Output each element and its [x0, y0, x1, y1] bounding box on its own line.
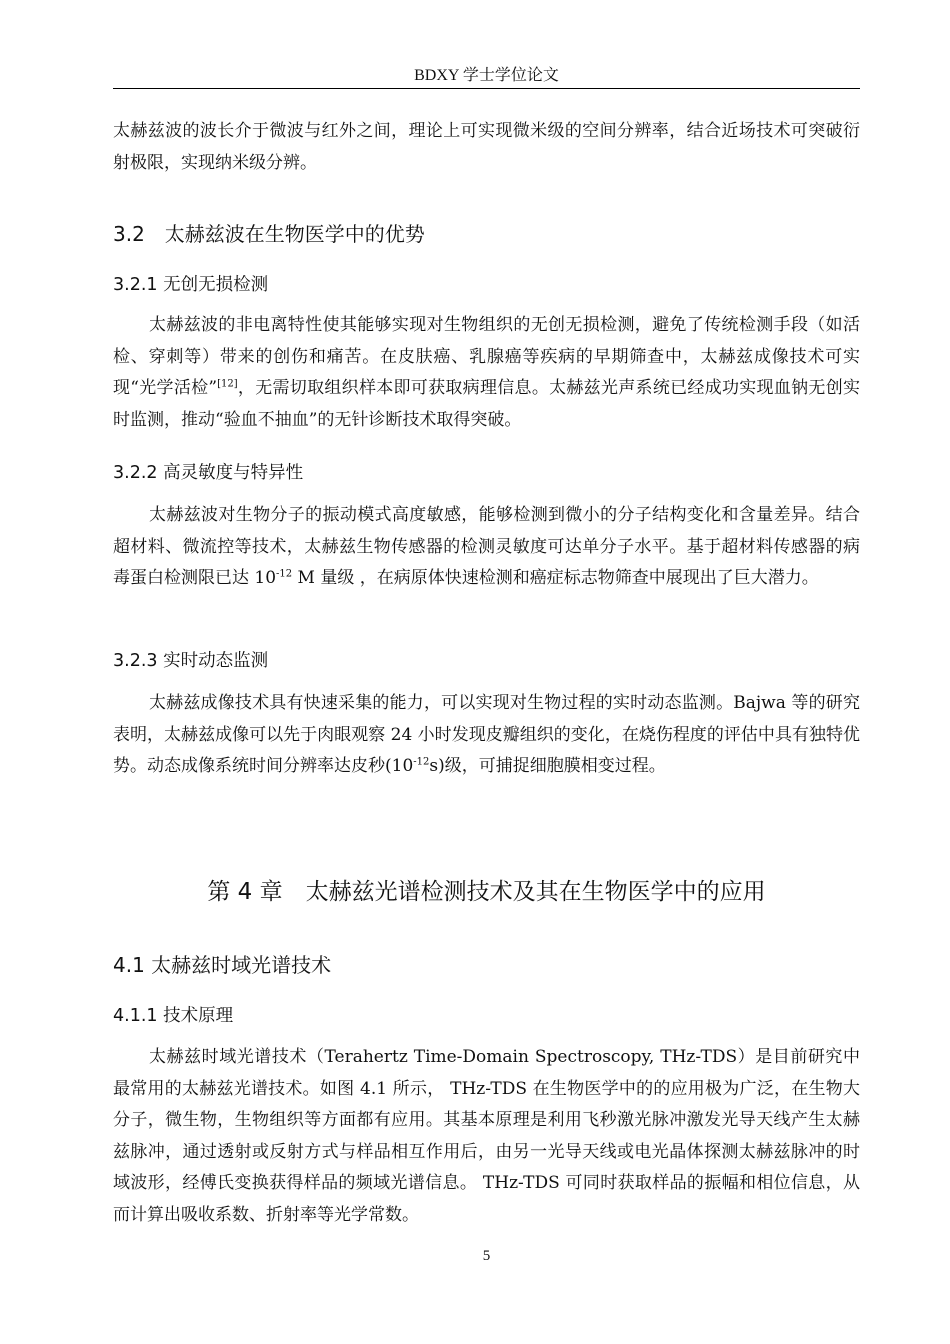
page-number: 5 — [482, 1248, 491, 1264]
section-4-1-1-title: 4.1.1 技术原理 — [113, 1006, 234, 1026]
section-3-2-1-title: 3.2.1 无创无损检测 — [113, 275, 269, 295]
section-3-2-3-title: 3.2.3 实时动态监测 — [113, 651, 269, 671]
section-3-2-3-paragraph — [113, 688, 860, 783]
section-3-2-1-text-a: 太赫兹波的非电离特性使其能够实现对生物组织的无创无损检测，避免了传统检测手段（如活检、穿刺等）带来的创伤和痛苦。在皮肤癌、乳腺癌等疾病的早期筛查中，太赫兹成像技术可实现“光学活检” — [113, 315, 860, 398]
intro-paragraph: 太赫兹波的波长介于微波与红外之间，理论上可实现微米级的空间分辨率，结合近场技术可突破衍射极限，实现纳米级分辨。 — [113, 121, 860, 173]
running-header: BDXY 学士学位论文 — [414, 67, 559, 84]
section-3-2-1-paragraph — [113, 310, 860, 436]
exponent-superscript: -12 — [413, 756, 430, 768]
section-3-2-2-title: 3.2.2 高灵敏度与特异性 — [113, 463, 304, 483]
section-4-1-1-paragraph: 太赫兹时域光谱技术（Terahertz Time-Domain Spectroscopy, THz-TDS）是目前研究中最常用的太赫兹光谱技术。如图 4.1 所示， THz-TDS 在生物医学中的的应用极为广泛，在生物大分子，微生物，生物组织等方面都有应用。其基本原理是利用飞秒激光脉冲激发光导天线产生太赫兹脉冲，通过透射或反射方式与样品相互作用后，由另一光导天线或电光晶体探测太赫兹脉冲的时域波形，经傅氏变换获得样品的频域光谱信息。 THz-TDS 可同时获取样品的振幅和相位信息，从而计算出吸收系数、折射率等光学常数。 — [113, 1047, 860, 1225]
exponent-superscript: -12 — [276, 568, 293, 580]
section-3-2-1-text-b: ，无需切取组织样本即可获取病理信息。太赫兹光声系统已经成功实现血钠无创实时监测，推动“验血不抽血”的无针诊断技术取得突破。 — [113, 378, 860, 430]
section-3-2-3-text-a: 太赫兹成像技术具有快速采集的能力，可以实现对生物过程的实时动态监测。Bajwa 等的研究表明，太赫兹成像可以先于肉眼观察 24 小时发现皮瓣组织的变化，在烧伤程度的评估中具有独特优势。动态成像系统时间分辨率达皮秒(10 — [113, 693, 860, 776]
section-3-2-2-paragraph — [113, 500, 860, 595]
header-rule — [113, 88, 860, 89]
section-3-2-3-text-b: s)级，可捕捉细胞膜相变过程。 — [429, 756, 666, 776]
chapter-4-title: 第 4 章 太赫兹光谱检测技术及其在生物医学中的应用 — [207, 879, 766, 905]
section-3-2-title: 3.2 太赫兹波在生物医学中的优势 — [113, 222, 425, 246]
citation-12: [12] — [217, 378, 238, 390]
section-3-2-2-text-b: M 量级 ，在病原体快速检测和癌症标志物筛查中展现出了巨大潜力。 — [292, 568, 819, 588]
section-3-2-2-text-a: 太赫兹波对生物分子的振动模式高度敏感，能够检测到微小的分子结构变化和含量差异。结合超材料、微流控等技术，太赫兹生物传感器的检测灵敏度可达单分子水平。基于超材料传感器的病毒蛋白检测限已达 10 — [113, 505, 860, 588]
section-4-1-title: 4.1 太赫兹时域光谱技术 — [113, 953, 332, 977]
